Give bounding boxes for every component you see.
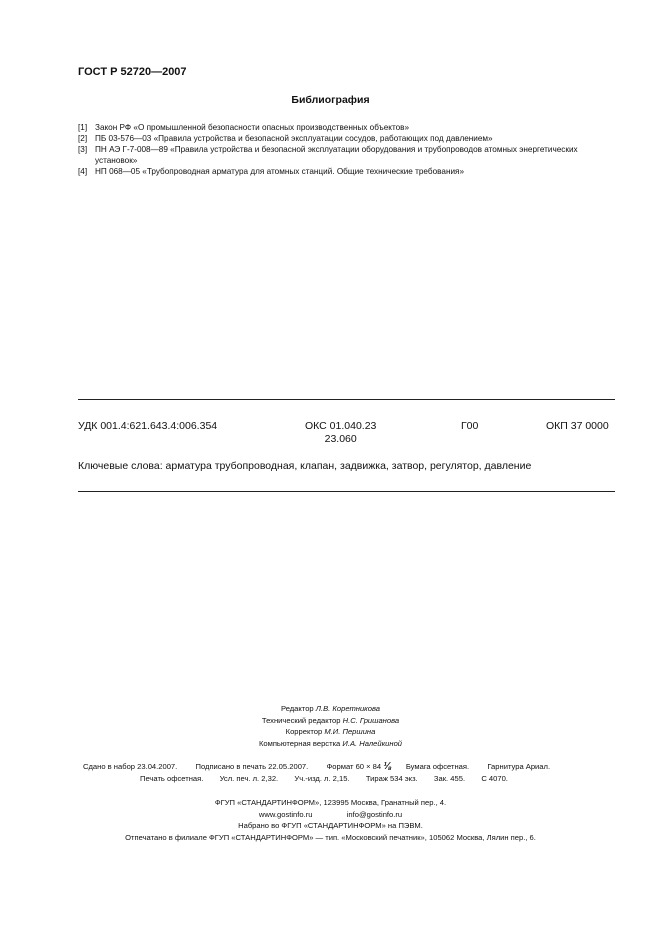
bibliography-item-number: [3] <box>78 145 88 154</box>
bibliography-item <box>78 144 618 166</box>
publisher-email[interactable]: info@gostinfo.ru <box>346 809 403 819</box>
typeface: Гарнитура Ариал. <box>487 762 551 771</box>
credit-line <box>0 715 661 727</box>
bibliography-item <box>78 166 618 177</box>
typeset-note: Набрано во ФГУП «СТАНДАРТИНФОРМ» на ПЭВМ. <box>238 821 423 830</box>
credit-line <box>0 726 661 738</box>
oks-code-line2: 23.060 <box>324 433 357 445</box>
publishing-line-1 <box>83 761 550 772</box>
bibliography-item-text: НП 068—05 «Трубопроводная арматура для атомных станций. Общие технические требования» <box>95 167 465 176</box>
bibliography-item-number: [2] <box>78 134 88 143</box>
printed-sheets: Усл. печ. л. 2,32. <box>219 774 279 783</box>
credit-person: И.А. Налейкиной <box>342 738 403 748</box>
credit-person: М.И. Першина <box>324 727 376 736</box>
publishing-line-2 <box>140 774 508 783</box>
publisher-address: ФГУП «СТАНДАРТИНФОРМ», 123995 Москва, Гранатный пер., 4. <box>214 798 447 807</box>
credits-block <box>0 703 661 749</box>
udk-code: УДК 001.4:621.643.4:006.354 <box>78 420 218 432</box>
signed-date: Подписано в печать 22.05.2007. <box>195 762 309 771</box>
bibliography-list <box>78 122 618 177</box>
bibliography-item-text: Закон РФ «О промышленной безопасности опасных производственных объектов» <box>95 123 410 132</box>
credit-person: Н.С. Гришанова <box>342 715 400 725</box>
divider-bottom <box>78 491 615 492</box>
print-type: Печать офсетная. <box>140 774 204 783</box>
keywords: Ключевые слова: арматура трубопроводная, клапан, задвижка, затвор, регулятор, давление <box>78 460 532 472</box>
bibliography-item-text: ПБ 03-576—03 «Правила устройства и безопасной эксплуатации сосудов, работающих под давлением» <box>95 134 493 143</box>
bibliography-item-text: ПН АЭ Г-7-008—89 «Правила устройства и безопасной эксплуатации оборудования и трубопроводов атомных энергетических установок» <box>95 145 578 165</box>
credit-person: Л.В. Коретникова <box>315 704 381 713</box>
credit-line <box>0 738 661 750</box>
oks-code <box>305 420 376 446</box>
publisher-contacts <box>0 809 661 821</box>
okp-code: ОКП 37 0000 <box>546 420 609 432</box>
oks-code-line1: ОКС 01.040.23 <box>305 420 377 432</box>
bibliography-item-number: [4] <box>78 167 88 176</box>
bibliography-item-number: [1] <box>78 123 88 132</box>
bibliography-item <box>78 133 618 144</box>
paper-type: Бумага офсетная. <box>405 762 470 771</box>
format-fraction: ⅛ <box>383 761 392 772</box>
order-number: Зак. 455. <box>433 774 466 783</box>
print-run: Тираж 534 экз. <box>365 774 418 783</box>
credit-role: Технический редактор <box>261 715 341 725</box>
credit-line <box>0 703 661 715</box>
paper-format: Формат 60 × 84 <box>326 762 382 771</box>
divider-top <box>78 399 615 400</box>
credit-role: Корректор <box>285 727 323 736</box>
standard-designation: ГОСТ Р 52720—2007 <box>78 66 187 78</box>
code-number: С 4070. <box>481 774 508 783</box>
printed-note: Отпечатано в филиале ФГУП «СТАНДАРТИНФОРМ» — тип. «Московский печатник», 105062 Москва, Лялин пер., 6. <box>125 832 536 842</box>
typeset-date: Сдано в набор 23.04.2007. <box>83 762 178 771</box>
publisher-info <box>0 797 661 843</box>
group-code: Г00 <box>461 420 479 432</box>
publisher-sheets: Уч.-изд. л. 2,15. <box>294 774 350 783</box>
bibliography-item <box>78 122 618 133</box>
bibliography-title: Библиография <box>291 94 370 106</box>
credit-role: Редактор <box>280 704 314 713</box>
publisher-website[interactable]: www.gostinfo.ru <box>258 809 313 819</box>
credit-role: Компьютерная верстка <box>258 738 341 748</box>
